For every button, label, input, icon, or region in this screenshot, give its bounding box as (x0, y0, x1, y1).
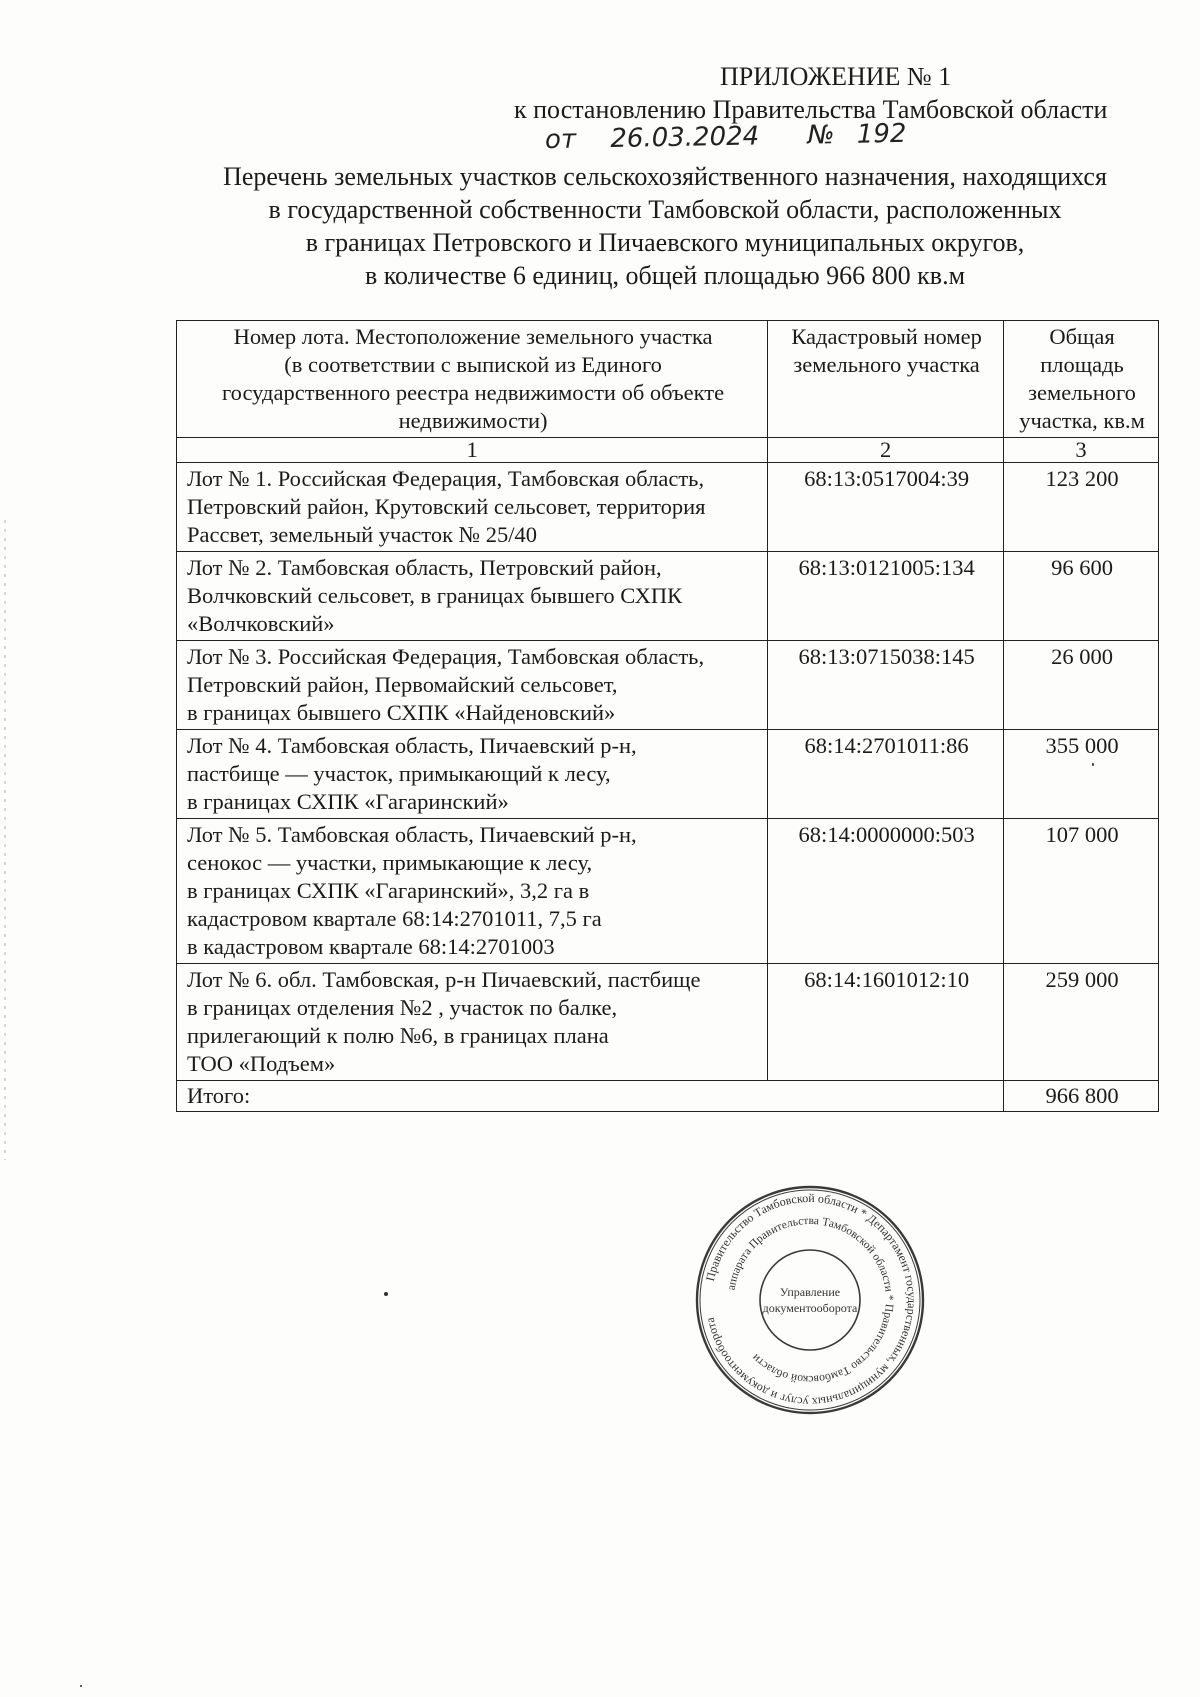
lot-line: сенокос — участки, примыкающие к лесу, (187, 850, 593, 875)
cadastral-number: 68:14:0000000:503 (768, 819, 1004, 964)
lot-line: ТОО «Подъем» (187, 1051, 336, 1076)
table-row (177, 964, 1159, 1081)
header-area-line: площадь (1040, 352, 1124, 377)
cadastral-number: 68:13:0121005:134 (768, 552, 1004, 641)
cadastral-number: 68:13:0715038:145 (768, 641, 1004, 730)
lot-description (177, 819, 768, 964)
lot-line: «Волчковский» (187, 611, 335, 636)
lot-line: прилегающий к полю №6, в границах плана (187, 1023, 609, 1048)
lot-line: в границах бывшего СХПК «Найденовский» (187, 700, 616, 725)
column-number: 1 (177, 438, 768, 463)
header-location-line: Номер лота. Местоположение земельного участка (233, 324, 713, 349)
plot-area: 107 000 (1004, 819, 1159, 964)
plot-area: 96 600 (1004, 552, 1159, 641)
header-cadastral (768, 321, 1004, 438)
header-area-line: Общая (1049, 324, 1115, 349)
cadastral-number: 68:13:0517004:39 (768, 463, 1004, 552)
column-number: 2 (768, 438, 1004, 463)
header-location (177, 321, 768, 438)
lot-line: в кадастровом квартале 68:14:2701003 (187, 934, 555, 959)
lot-line: Петровский район, Крутовский сельсовет, территория (187, 494, 706, 519)
appendix-subtitle: к постановлению Правительства Тамбовской области (514, 95, 1108, 124)
table-row (177, 463, 1159, 552)
header-cadastral-line: Кадастровый номер (791, 324, 982, 349)
seal-center-line: Управление (779, 1285, 841, 1299)
handwritten-number: 192 (856, 118, 907, 150)
lot-line: пастбище — участок, примыкающий к лесу, (187, 761, 611, 786)
table-header-row (177, 321, 1159, 438)
header-area-line: земельного (1028, 380, 1136, 405)
lot-line: Лот № 1. Российская Федерация, Тамбовская область, (187, 466, 705, 491)
header-cadastral-line: земельного участка (793, 352, 980, 377)
header-area-line: участка, кв.м (1019, 408, 1145, 433)
table-row (177, 641, 1159, 730)
lot-line: Лот № 6. обл. Тамбовская, р-н Пичаевский, пастбище (187, 967, 701, 992)
lot-description (177, 964, 768, 1081)
column-number: 3 (1004, 438, 1159, 463)
handwritten-date-number (545, 119, 907, 155)
lot-description (177, 641, 768, 730)
land-plots-table (176, 320, 1159, 1112)
column-number-row (177, 438, 1159, 463)
table-row (177, 819, 1159, 964)
plot-area: 123 200 (1004, 463, 1159, 552)
lot-line: Лот № 2. Тамбовская область, Петровский район, (187, 555, 662, 580)
handwritten-date: 26.03.2024 (610, 121, 760, 155)
heading-line: в количестве 6 единиц, общей площадью 966 800 кв.м (364, 261, 966, 290)
lot-line: в границах СХПК «Гагаринский» (187, 789, 509, 814)
handwritten-prefix: от (544, 124, 577, 156)
appendix-title: ПРИЛОЖЕНИЕ № 1 (720, 62, 952, 91)
lot-line: в границах отделения №2 , участок по балке, (187, 995, 618, 1020)
header-location-line: (в соответствии с выпиской из Единого (284, 352, 662, 377)
heading-line: в границах Петровского и Пичаевского муниципальных округов, (305, 228, 1025, 257)
plot-area: 26 000 (1004, 641, 1159, 730)
scan-edge-artifact (4, 520, 6, 1160)
seal-center-line: документооборота (762, 1301, 858, 1315)
table-row (177, 552, 1159, 641)
handwritten-number-label: № (807, 120, 835, 151)
lot-line: Лот № 4. Тамбовская область, Пичаевский р-н, (187, 733, 637, 758)
heading-line: Перечень земельных участков сельскохозяйственного назначения, находящихся (223, 162, 1107, 191)
official-seal (690, 1180, 930, 1420)
lot-line: Волчковский сельсовет, в границах бывшего СХПК (187, 583, 683, 608)
lot-description (177, 552, 768, 641)
scan-speck (1092, 763, 1094, 766)
lot-line: Петровский район, Первомайский сельсовет, (187, 672, 618, 697)
cadastral-number: 68:14:2701011:86 (768, 730, 1004, 819)
header-location-line: недвижимости) (398, 408, 548, 433)
lot-line: Рассвет, земельный участок № 25/40 (187, 522, 537, 547)
heading-line: в государственной собственности Тамбовской области, расположенных (268, 195, 1062, 224)
total-label: Итого: (177, 1081, 1004, 1112)
lot-line: в границах СХПК «Гагаринский», 3,2 га в (187, 878, 590, 903)
scan-speck (384, 1292, 388, 1296)
scan-speck (80, 1685, 82, 1687)
document-heading (160, 160, 1170, 292)
header-area (1004, 321, 1159, 438)
seal-outer-text: Правительство Тамбовской области * Департамент государственных, муниципальных услуг и документооборота (702, 1190, 920, 1410)
cadastral-number: 68:14:1601012:10 (768, 964, 1004, 1081)
lot-line: Лот № 5. Тамбовская область, Пичаевский р-н, (187, 822, 637, 847)
lot-description (177, 730, 768, 819)
plot-area: 259 000 (1004, 964, 1159, 1081)
total-row (177, 1081, 1159, 1112)
total-value: 966 800 (1004, 1081, 1159, 1112)
seal-inner-text: аппарата Правительства Тамбовской области * Правительство Тамбовской области (725, 1214, 896, 1386)
lot-line: кадастровом квартале 68:14:2701011, 7,5 га (187, 906, 602, 931)
lot-line: Лот № 3. Российская Федерация, Тамбовская область, (187, 644, 705, 669)
header-location-line: государственного реестра недвижимости об объекте (222, 380, 725, 405)
plot-area: 355 000 (1004, 730, 1159, 819)
lot-description (177, 463, 768, 552)
table-row (177, 730, 1159, 819)
